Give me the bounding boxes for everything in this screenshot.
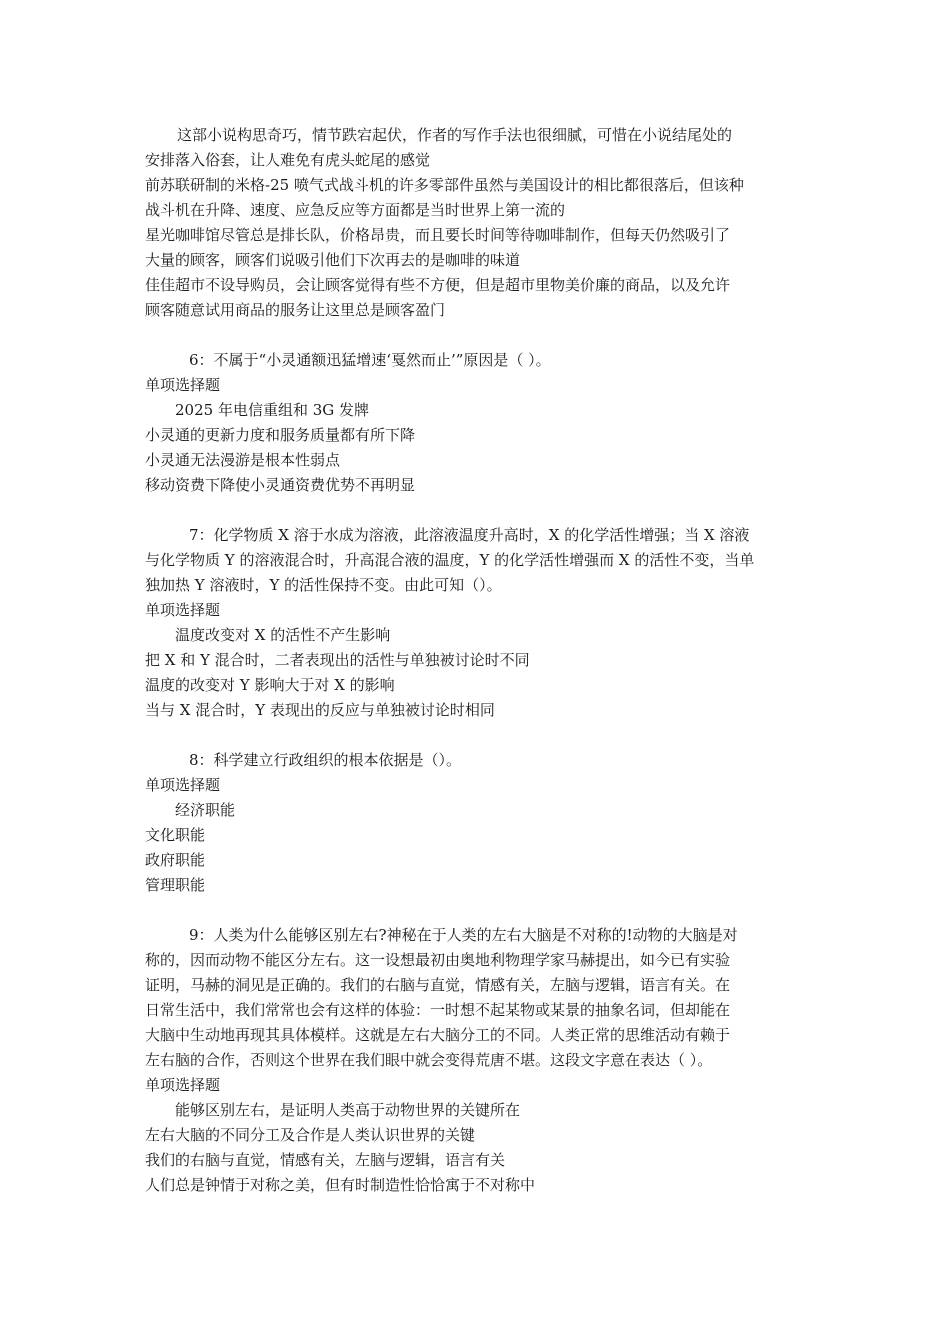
question-stem: 与化学物质 Y 的溶液混合时，升高混合液的温度，Y 的化学活性增强而 X 的活性不变，当单 bbox=[145, 551, 755, 569]
option-c: 政府职能 bbox=[145, 851, 206, 869]
option-c: 小灵通无法漫游是根本性弱点 bbox=[145, 451, 341, 469]
question-type: 单项选择题 bbox=[145, 376, 221, 394]
intro-paragraphs bbox=[145, 123, 807, 323]
question-stem: 证明，马赫的洞见是正确的。我们的右脑与直觉，情感有关，左脑与逻辑，语言有关。在 bbox=[145, 976, 731, 994]
intro-line: 星光咖啡馆尽管总是排长队，价格昂贵，而且要长时间等待咖啡制作，但每天仍然吸引了 bbox=[145, 226, 731, 244]
option-b: 文化职能 bbox=[145, 826, 206, 844]
question-stem: 日常生活中，我们常常也会有这样的体验：一时想不起某物或某景的抽象名词，但却能在 bbox=[145, 1001, 731, 1019]
question-stem: 大脑中生动地再现其具体模样。这就是左右大脑分工的不同。人类正常的思维活动有赖于 bbox=[145, 1026, 731, 1044]
question-9 bbox=[145, 923, 807, 1198]
question-type: 单项选择题 bbox=[145, 601, 221, 619]
option-b: 把 X 和 Y 混合时，二者表现出的活性与单独被讨论时不同 bbox=[145, 651, 530, 669]
question-stem: 6：不属于“小灵通额迅猛增速‘戛然而止’”原因是（ ）。 bbox=[189, 351, 551, 369]
question-stem: 独加热 Y 溶液时，Y 的活性保持不变。由此可知（）。 bbox=[145, 576, 502, 594]
question-stem: 8：科学建立行政组织的根本依据是（）。 bbox=[189, 751, 462, 769]
option-a: 能够区别左右，是证明人类高于动物世界的关键所在 bbox=[175, 1101, 521, 1119]
question-7 bbox=[145, 523, 807, 723]
intro-line: 前苏联研制的米格-25 喷气式战斗机的许多零部件虽然与美国设计的相比都很落后，但该种 bbox=[145, 176, 744, 194]
question-stem: 7：化学物质 X 溶于水成为溶液，此溶液温度升高时，X 的化学活性增强；当 X 溶液 bbox=[189, 526, 750, 544]
intro-line: 佳佳超市不设导购员，会让顾客觉得有些不方便，但是超市里物美价廉的商品，以及允许 bbox=[145, 276, 731, 294]
question-8 bbox=[145, 748, 807, 898]
option-d: 管理职能 bbox=[145, 876, 206, 894]
option-a: 2025 年电信重组和 3G 发牌 bbox=[175, 401, 370, 419]
intro-line: 顾客随意试用商品的服务让这里总是顾客盈门 bbox=[145, 301, 446, 319]
intro-line: 战斗机在升降、速度、应急反应等方面都是当时世界上第一流的 bbox=[145, 201, 566, 219]
question-6 bbox=[145, 348, 807, 498]
intro-line: 安排落入俗套，让人难免有虎头蛇尾的感觉 bbox=[145, 151, 431, 169]
question-type: 单项选择题 bbox=[145, 1076, 221, 1094]
question-stem: 称的，因而动物不能区分左右。这一设想最初由奥地利物理学家马赫提出，如今已有实验 bbox=[145, 951, 731, 969]
question-stem: 9：人类为什么能够区别左右?神秘在于人类的左右大脑是不对称的!动物的大脑是对 bbox=[189, 926, 738, 944]
intro-line: 这部小说构思奇巧，情节跌宕起伏，作者的写作手法也很细腻，可惜在小说结尾处的 bbox=[177, 126, 733, 144]
option-d: 移动资费下降使小灵通资费优势不再明显 bbox=[145, 476, 416, 494]
intro-line: 大量的顾客，顾客们说吸引他们下次再去的是咖啡的味道 bbox=[145, 251, 521, 269]
option-b: 左右大脑的不同分工及合作是人类认识世界的关键 bbox=[145, 1126, 476, 1144]
option-a: 温度改变对 X 的活性不产生影响 bbox=[175, 626, 391, 644]
option-d: 当与 X 混合时，Y 表现出的反应与单独被讨论时相同 bbox=[145, 701, 495, 719]
option-d: 人们总是钟情于对称之美，但有时制造性恰恰寓于不对称中 bbox=[145, 1176, 536, 1194]
question-stem: 左右脑的合作，否则这个世界在我们眼中就会变得荒唐不堪。这段文字意在表达（ ）。 bbox=[145, 1051, 713, 1069]
option-b: 小灵通的更新力度和服务质量都有所下降 bbox=[145, 426, 416, 444]
option-a: 经济职能 bbox=[175, 801, 236, 819]
option-c: 我们的右脑与直觉，情感有关，左脑与逻辑，语言有关 bbox=[145, 1151, 506, 1169]
document-page bbox=[145, 123, 807, 1198]
question-type: 单项选择题 bbox=[145, 776, 221, 794]
option-c: 温度的改变对 Y 影响大于对 X 的影响 bbox=[145, 676, 395, 694]
